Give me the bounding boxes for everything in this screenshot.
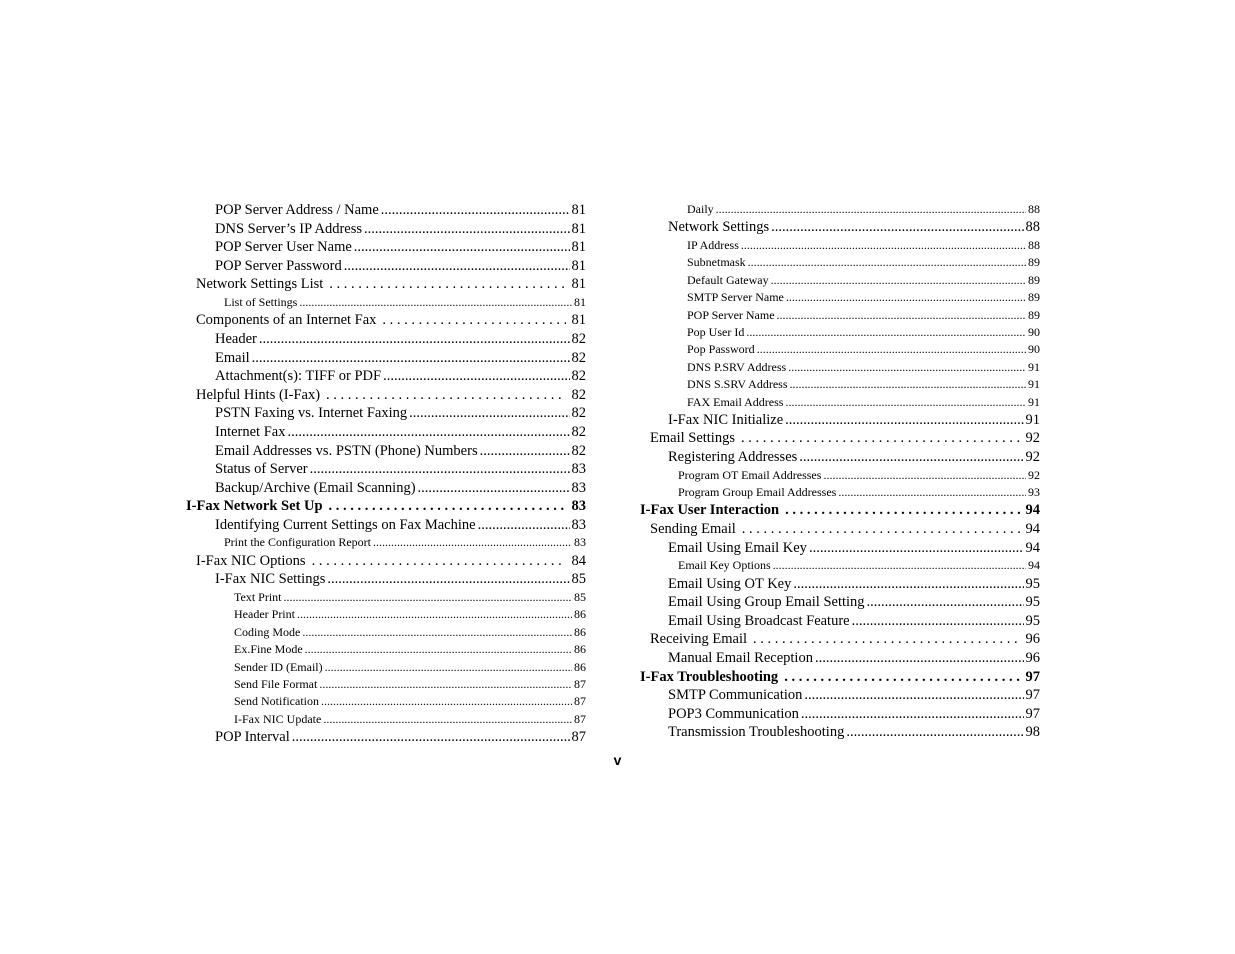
- toc-entry[interactable]: [640, 705, 1040, 724]
- dot-leader: [823, 467, 1026, 484]
- dot-leader: [753, 630, 1019, 649]
- dot-leader: [480, 442, 570, 461]
- dot-leader: [748, 254, 1026, 271]
- toc-entry-page: 94: [1025, 502, 1040, 519]
- toc-entry-page: 81: [571, 220, 586, 237]
- toc-entry-page: 95: [1025, 594, 1040, 611]
- dot-leader: [287, 423, 569, 442]
- toc-entry-title: Header: [215, 330, 257, 347]
- dot-leader: [809, 539, 1024, 558]
- toc-entry[interactable]: [640, 201, 1040, 218]
- toc-entry[interactable]: [186, 257, 586, 276]
- dot-leader: [867, 593, 1024, 612]
- dot-leader: [852, 612, 1024, 631]
- dot-leader: [323, 711, 572, 728]
- toc-entry-title: Email Addresses vs. PSTN (Phone) Numbers: [215, 442, 478, 459]
- toc-entry-page: 89: [1028, 290, 1040, 305]
- toc-entry[interactable]: [186, 711, 586, 728]
- toc-entry[interactable]: [186, 479, 586, 498]
- toc-entry-page: 81: [571, 312, 586, 329]
- toc-entry-title: Email Using Group Email Setting: [668, 594, 865, 611]
- toc-entry-title: Email: [215, 349, 250, 366]
- toc-entry-title: I-Fax NIC Initialize: [668, 411, 784, 428]
- toc-entry-page: 82: [571, 442, 586, 459]
- toc-entry[interactable]: [640, 289, 1040, 306]
- toc-entry-page: 81: [574, 294, 586, 309]
- toc-entry-title: Print the Configuration Report: [224, 535, 371, 550]
- toc-entry[interactable]: [186, 516, 586, 535]
- dot-leader: [742, 520, 1020, 539]
- toc-entry-title: Internet Fax: [215, 423, 286, 440]
- toc-entry-page: 82: [571, 423, 586, 440]
- toc-entry-title: Network Settings: [668, 219, 770, 236]
- toc-entry-page: 82: [571, 386, 586, 403]
- toc-entry-title: Transmission Troubleshooting: [668, 724, 845, 741]
- toc-entry-title: FAX Email Address: [687, 394, 784, 409]
- dot-leader: [815, 649, 1024, 668]
- toc-entry-page: 97: [1025, 687, 1040, 704]
- dot-leader: [319, 676, 572, 693]
- toc-entry-title: Helpful Hints (I-Fax): [196, 386, 321, 403]
- toc-entry-page: 87: [574, 711, 586, 726]
- toc-entry-page: 82: [571, 368, 586, 385]
- toc-entry-page: 86: [574, 642, 586, 657]
- toc-entry-page: 83: [571, 516, 586, 533]
- toc-entry-page: 90: [1028, 342, 1040, 357]
- toc-entry[interactable]: [640, 448, 1040, 467]
- toc-entry-page: 82: [571, 405, 586, 422]
- toc-entry-page: 91: [1028, 377, 1040, 392]
- dot-leader: [354, 238, 570, 257]
- toc-entry-page: 81: [571, 257, 586, 274]
- toc-entry-page: 83: [571, 498, 586, 515]
- toc-entry-page: 81: [571, 202, 586, 218]
- dot-leader: [838, 484, 1026, 501]
- toc-entry-title: Pop User Id: [687, 324, 745, 339]
- toc-entry[interactable]: [186, 220, 586, 239]
- toc-entry-page: 94: [1025, 539, 1040, 556]
- toc-entry[interactable]: [186, 570, 586, 589]
- dot-leader: [284, 589, 573, 606]
- toc-entry[interactable]: [186, 497, 586, 516]
- toc-entry-title: Header Print: [234, 607, 295, 622]
- toc-entry-title: Ex.Fine Mode: [234, 642, 303, 657]
- toc-entry-page: 92: [1025, 430, 1040, 447]
- toc-entry-title: I-Fax NIC Options: [196, 552, 306, 569]
- dot-leader: [310, 460, 570, 479]
- toc-entry-title: SMTP Communication: [668, 687, 803, 704]
- toc-entry-title: Pop Password: [687, 342, 755, 357]
- dot-leader: [757, 341, 1026, 358]
- toc-entry-title: Backup/Archive (Email Scanning): [215, 479, 416, 496]
- toc-entry-title: Attachment(s): TIFF or PDF: [215, 368, 382, 385]
- toc-entry[interactable]: [640, 686, 1040, 705]
- dot-leader: [325, 659, 572, 676]
- toc-entry-title: POP Server User Name: [215, 239, 352, 256]
- toc-entry-page: 87: [574, 677, 586, 692]
- toc-entry-page: 87: [574, 694, 586, 709]
- toc-entry-page: 86: [574, 624, 586, 639]
- toc-entry[interactable]: [186, 201, 586, 220]
- toc-entry-page: 92: [1028, 467, 1040, 482]
- dot-leader: [383, 367, 569, 386]
- toc-entry-title: Sender ID (Email): [234, 659, 323, 674]
- toc-entry-title: Receiving Email: [650, 631, 748, 648]
- dot-leader: [786, 289, 1026, 306]
- dot-leader: [790, 376, 1026, 393]
- toc-entry-page: 97: [1025, 668, 1040, 685]
- toc-entry-page: 83: [571, 479, 586, 496]
- toc-entry[interactable]: [186, 728, 586, 747]
- toc-entry[interactable]: [186, 641, 586, 658]
- toc-entry[interactable]: [640, 593, 1040, 612]
- toc-entry-page: 85: [571, 571, 586, 588]
- toc-entry-title: I-Fax NIC Update: [234, 711, 322, 726]
- dot-leader: [252, 349, 570, 368]
- toc-entry[interactable]: [640, 341, 1040, 358]
- dot-leader: [409, 404, 569, 423]
- toc-entry-title: Manual Email Reception: [668, 650, 813, 666]
- toc-entry-title: Email Using Broadcast Feature: [668, 612, 850, 629]
- toc-entry-page: 83: [571, 461, 586, 478]
- toc-entry-title: Email Key Options: [678, 558, 771, 573]
- dot-leader: [305, 641, 572, 658]
- toc-entry-title: POP Server Password: [215, 257, 342, 274]
- dot-leader: [381, 201, 570, 220]
- dot-leader: [364, 220, 569, 239]
- toc-entry-page: 88: [1028, 202, 1040, 216]
- toc-entry[interactable]: [640, 237, 1040, 254]
- toc-entry[interactable]: [186, 330, 586, 349]
- toc-entry[interactable]: [186, 386, 586, 405]
- toc-entry[interactable]: [640, 612, 1040, 631]
- toc-entry-page: 93: [1028, 485, 1040, 500]
- toc-entry-title: Send File Format: [234, 677, 318, 692]
- toc-entry-title: Email Using OT Key: [668, 575, 792, 592]
- toc-entry-title: I-Fax Troubleshooting: [640, 668, 779, 685]
- toc-entry-title: Program OT Email Addresses: [678, 467, 822, 482]
- toc-entry[interactable]: [640, 324, 1040, 341]
- toc-entry[interactable]: [640, 376, 1040, 393]
- toc-entry[interactable]: [186, 311, 586, 330]
- toc-entry[interactable]: [186, 552, 586, 571]
- dot-leader: [846, 723, 1023, 742]
- toc-entry[interactable]: [186, 659, 586, 676]
- dot-leader: [746, 324, 1026, 341]
- toc-entry[interactable]: [186, 367, 586, 386]
- dot-leader: [478, 516, 570, 535]
- toc-entry[interactable]: [186, 238, 586, 257]
- toc-entry-page: 91: [1025, 411, 1040, 428]
- toc-entry[interactable]: [640, 394, 1040, 411]
- dot-leader: [771, 218, 1023, 237]
- dot-leader: [373, 534, 572, 551]
- toc-entry[interactable]: [640, 411, 1040, 430]
- toc-entry-title: Status of Server: [215, 461, 308, 478]
- toc-entry-page: 88: [1025, 219, 1040, 236]
- dot-leader: [741, 429, 1020, 448]
- toc-entry-page: 89: [1028, 307, 1040, 322]
- toc-entry[interactable]: [640, 429, 1040, 448]
- toc-entry-title: Registering Addresses: [668, 449, 798, 466]
- toc-entry-title: I-Fax User Interaction: [640, 502, 780, 519]
- dot-leader: [344, 257, 570, 276]
- toc-column-right: [640, 201, 1040, 742]
- toc-entry[interactable]: [640, 539, 1040, 558]
- dot-leader: [804, 686, 1023, 705]
- dot-leader: [793, 575, 1023, 594]
- dot-leader: [329, 497, 566, 516]
- toc-entry[interactable]: [640, 575, 1040, 594]
- toc-entry-title: Email Settings: [650, 430, 735, 447]
- toc-entry-page: 86: [574, 659, 586, 674]
- toc-entry-title: POP Server Name: [687, 307, 775, 322]
- toc-entry[interactable]: [640, 557, 1040, 574]
- toc-entry-title: Send Notification: [234, 694, 319, 709]
- toc-entry[interactable]: [640, 723, 1040, 742]
- toc-entry-title: Email Using Email Key: [668, 539, 807, 556]
- toc-entry-title: Subnetmask: [687, 255, 746, 270]
- toc-entry-title: POP3 Communication: [668, 705, 799, 722]
- toc-entry-page: 95: [1025, 612, 1040, 629]
- toc-entry[interactable]: [640, 630, 1040, 649]
- toc-entry-page: 89: [1028, 255, 1040, 270]
- toc-entry-title: PSTN Faxing vs. Internet Faxing: [215, 405, 408, 422]
- toc-entry-page: 86: [574, 607, 586, 622]
- toc-entry[interactable]: [186, 676, 586, 693]
- toc-entry-page: 96: [1025, 650, 1040, 666]
- toc-entry-title: I-Fax NIC Settings: [215, 571, 326, 588]
- dot-leader: [785, 501, 1019, 520]
- dot-leader: [777, 307, 1026, 324]
- dot-leader: [327, 570, 569, 589]
- toc-entry-title: POP Interval: [215, 729, 290, 746]
- dot-leader: [788, 359, 1026, 376]
- dot-leader: [785, 411, 1023, 430]
- dot-leader: [292, 728, 570, 747]
- toc-entry[interactable]: [186, 423, 586, 442]
- toc-entry[interactable]: [640, 501, 1040, 520]
- toc-entry-title: DNS Server’s IP Address: [215, 220, 363, 237]
- toc-entry[interactable]: [640, 218, 1040, 237]
- dot-leader: [259, 330, 570, 349]
- toc-entry-page: 85: [574, 590, 586, 605]
- toc-entry-page: 91: [1028, 394, 1040, 409]
- toc-entry-page: 89: [1028, 272, 1040, 287]
- toc-entry-title: Coding Mode: [234, 624, 301, 639]
- toc-entry-title: Daily: [687, 202, 714, 216]
- toc-entry-page: 92: [1025, 449, 1040, 466]
- toc-entry[interactable]: [186, 534, 586, 551]
- dot-leader: [418, 479, 570, 498]
- toc-entry-page: 81: [571, 239, 586, 256]
- toc-entry-page: 91: [1028, 359, 1040, 374]
- dot-leader: [326, 386, 565, 405]
- toc-entry-title: Sending Email: [650, 521, 736, 538]
- toc-column-left: [186, 201, 586, 747]
- toc-entry-page: 97: [1025, 705, 1040, 722]
- toc-entry[interactable]: [640, 254, 1040, 271]
- toc-entry-title: List of Settings: [224, 294, 298, 309]
- toc-entry-page: 83: [574, 535, 586, 550]
- dot-leader: [302, 624, 572, 641]
- dot-leader: [321, 693, 572, 710]
- dot-leader: [382, 311, 565, 330]
- toc-entry-title: Components of an Internet Fax: [196, 312, 377, 329]
- toc-entry[interactable]: [640, 520, 1040, 539]
- toc-entry[interactable]: [186, 693, 586, 710]
- dot-leader: [784, 668, 1019, 687]
- toc-entry-title: DNS S.SRV Address: [687, 377, 788, 392]
- dot-leader: [741, 237, 1026, 254]
- toc-entry-title: Program Group Email Addresses: [678, 485, 837, 500]
- toc-entry[interactable]: [186, 275, 586, 294]
- toc-entry-page: 87: [571, 729, 586, 746]
- toc-entry[interactable]: [186, 606, 586, 623]
- dot-leader: [312, 552, 566, 571]
- toc-entry[interactable]: [640, 467, 1040, 484]
- toc-entry[interactable]: [186, 404, 586, 423]
- toc-entry-title: Default Gateway: [687, 272, 769, 287]
- dot-leader: [801, 705, 1024, 724]
- toc-entry[interactable]: [640, 307, 1040, 324]
- dot-leader: [799, 448, 1023, 467]
- toc-entry[interactable]: [640, 668, 1040, 687]
- toc-entry-page: 96: [1025, 631, 1040, 648]
- dot-leader: [773, 557, 1026, 574]
- toc-entry[interactable]: [640, 484, 1040, 501]
- dot-leader: [297, 606, 572, 623]
- toc-entry-title: Network Settings List: [196, 276, 324, 293]
- toc-entry-page: 82: [571, 349, 586, 366]
- toc-entry-page: 88: [1028, 237, 1040, 252]
- toc-entry-page: 98: [1025, 724, 1040, 741]
- toc-entry-page: 82: [571, 330, 586, 347]
- dot-leader: [329, 275, 565, 294]
- toc-entry-page: 94: [1025, 521, 1040, 538]
- toc-entry-title: IP Address: [687, 237, 739, 252]
- toc-entry-title: Identifying Current Settings on Fax Machine: [215, 516, 476, 533]
- toc-entry[interactable]: [186, 294, 586, 311]
- toc-entry-title: SMTP Server Name: [687, 290, 784, 305]
- dot-leader: [716, 201, 1026, 218]
- toc-entry[interactable]: [640, 649, 1040, 668]
- toc-entry-title: DNS P.SRV Address: [687, 359, 787, 374]
- toc-entry-page: 81: [571, 276, 586, 293]
- toc-entry-title: Text Print: [234, 590, 282, 605]
- dot-leader: [785, 394, 1026, 411]
- toc-entry-title: POP Server Address / Name: [215, 202, 379, 218]
- toc-entry[interactable]: [640, 272, 1040, 289]
- toc-entry-title: I-Fax Network Set Up: [186, 498, 323, 515]
- toc-entry[interactable]: [640, 359, 1040, 376]
- toc-entry[interactable]: [186, 349, 586, 368]
- toc-entry-page: 84: [571, 552, 586, 569]
- toc-entry[interactable]: [186, 589, 586, 606]
- toc-entry-page: 95: [1025, 575, 1040, 592]
- toc-entry[interactable]: [186, 624, 586, 641]
- dot-leader: [299, 294, 572, 311]
- toc-entry[interactable]: [186, 460, 586, 479]
- dot-leader: [771, 272, 1026, 289]
- toc-entry-page: 94: [1028, 558, 1040, 573]
- page-number: v: [613, 752, 622, 768]
- toc-entry[interactable]: [186, 442, 586, 461]
- toc-entry-page: 90: [1028, 324, 1040, 339]
